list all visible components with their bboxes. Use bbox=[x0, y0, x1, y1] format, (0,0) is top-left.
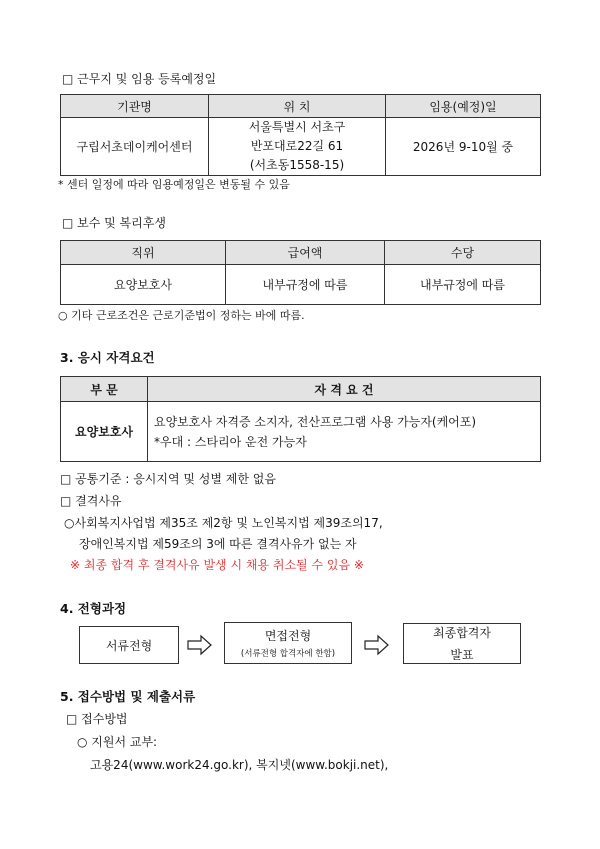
col-header-org: 기관명 bbox=[61, 95, 209, 118]
step-document-screening bbox=[79, 626, 179, 664]
salary-cell: 내부규정에 따름 bbox=[226, 265, 385, 305]
col-header-dept: 부 문 bbox=[61, 377, 148, 402]
col-header-salary: 급여액 bbox=[226, 241, 385, 265]
section-5-title: 5. 접수방법 및 제출서류 bbox=[60, 689, 196, 704]
disqualification-line-2: 장애인복지법 제59조의 3에 따른 결격사유가 없는 자 bbox=[79, 537, 357, 551]
workplace-heading: □ 근무지 및 임용 등록예정일 bbox=[62, 72, 217, 86]
pay-heading: □ 보수 및 복리후생 bbox=[62, 216, 166, 230]
date-cell: 2026년 9-10월 중 bbox=[386, 118, 541, 176]
workplace-table bbox=[60, 94, 541, 176]
section-3-title: 3. 응시 자격요건 bbox=[60, 350, 155, 365]
application-sites: 고용24(www.work24.go.kr), 복지넷(www.bokji.net), bbox=[90, 758, 389, 772]
pay-table bbox=[60, 240, 541, 305]
allowance-cell: 내부규정에 따름 bbox=[385, 265, 541, 305]
submission-method-heading: □ 접수방법 bbox=[66, 712, 128, 726]
arrow-right-icon bbox=[187, 634, 213, 656]
position-cell: 요양보호사 bbox=[61, 265, 226, 305]
step-interview bbox=[224, 622, 352, 664]
step-3-label-line-2: 발표 bbox=[450, 648, 474, 662]
requirement-line-1: 요양보호사 자격증 소지자, 전산프로그램 사용 가능자(케어포) bbox=[154, 414, 477, 429]
disqualification-line-1: ○사회복지사업법 제35조 제2항 및 노인복지법 제39조의17, bbox=[64, 516, 383, 530]
col-header-position: 직위 bbox=[61, 241, 226, 265]
col-header-requirements: 자 격 요 건 bbox=[148, 377, 541, 402]
step-2-sublabel: (서류전형 합격자에 한함) bbox=[240, 649, 336, 659]
step-2-label: 면접전형 bbox=[264, 629, 312, 643]
location-line-2: 반포대로22길 61 bbox=[250, 139, 344, 153]
location-line-3: (서초동1558-15) bbox=[249, 158, 345, 172]
common-criteria: □ 공통기준 : 응시지역 및 성별 제한 없음 bbox=[60, 472, 276, 486]
location-line-1: 서울특별시 서초구 bbox=[248, 120, 346, 134]
step-1-label: 서류전형 bbox=[105, 638, 153, 653]
section-4-title: 4. 전형과정 bbox=[60, 601, 127, 616]
qualification-table bbox=[60, 376, 541, 462]
step-final-announcement bbox=[403, 623, 521, 664]
col-header-allowance: 수당 bbox=[385, 241, 541, 265]
step-3-label-line-1: 최종합격자 bbox=[433, 626, 491, 640]
pay-note: ○ 기타 근로조건은 근로기준법이 정하는 바에 따름. bbox=[58, 309, 305, 322]
col-header-date: 임용(예정)일 bbox=[386, 95, 541, 118]
dept-cell: 요양보호사 bbox=[61, 402, 148, 462]
disqualification-heading: □ 결격사유 bbox=[60, 494, 122, 508]
requirement-line-2: *우대 : 스타리아 운전 가능자 bbox=[154, 434, 307, 449]
location-cell bbox=[209, 118, 386, 176]
org-cell: 구립서초데이케어센터 bbox=[61, 118, 209, 176]
requirements-cell bbox=[148, 402, 541, 462]
arrow-right-icon bbox=[364, 634, 390, 656]
disqualification-warning: ※ 최종 합격 후 결격사유 발생 시 채용 취소될 수 있음 ※ bbox=[70, 558, 364, 572]
application-form-line: ○ 지원서 교부: bbox=[77, 735, 158, 749]
workplace-note: * 센터 일정에 따라 임용예정일은 변동될 수 있음 bbox=[58, 178, 290, 191]
col-header-location: 위 치 bbox=[209, 95, 386, 118]
